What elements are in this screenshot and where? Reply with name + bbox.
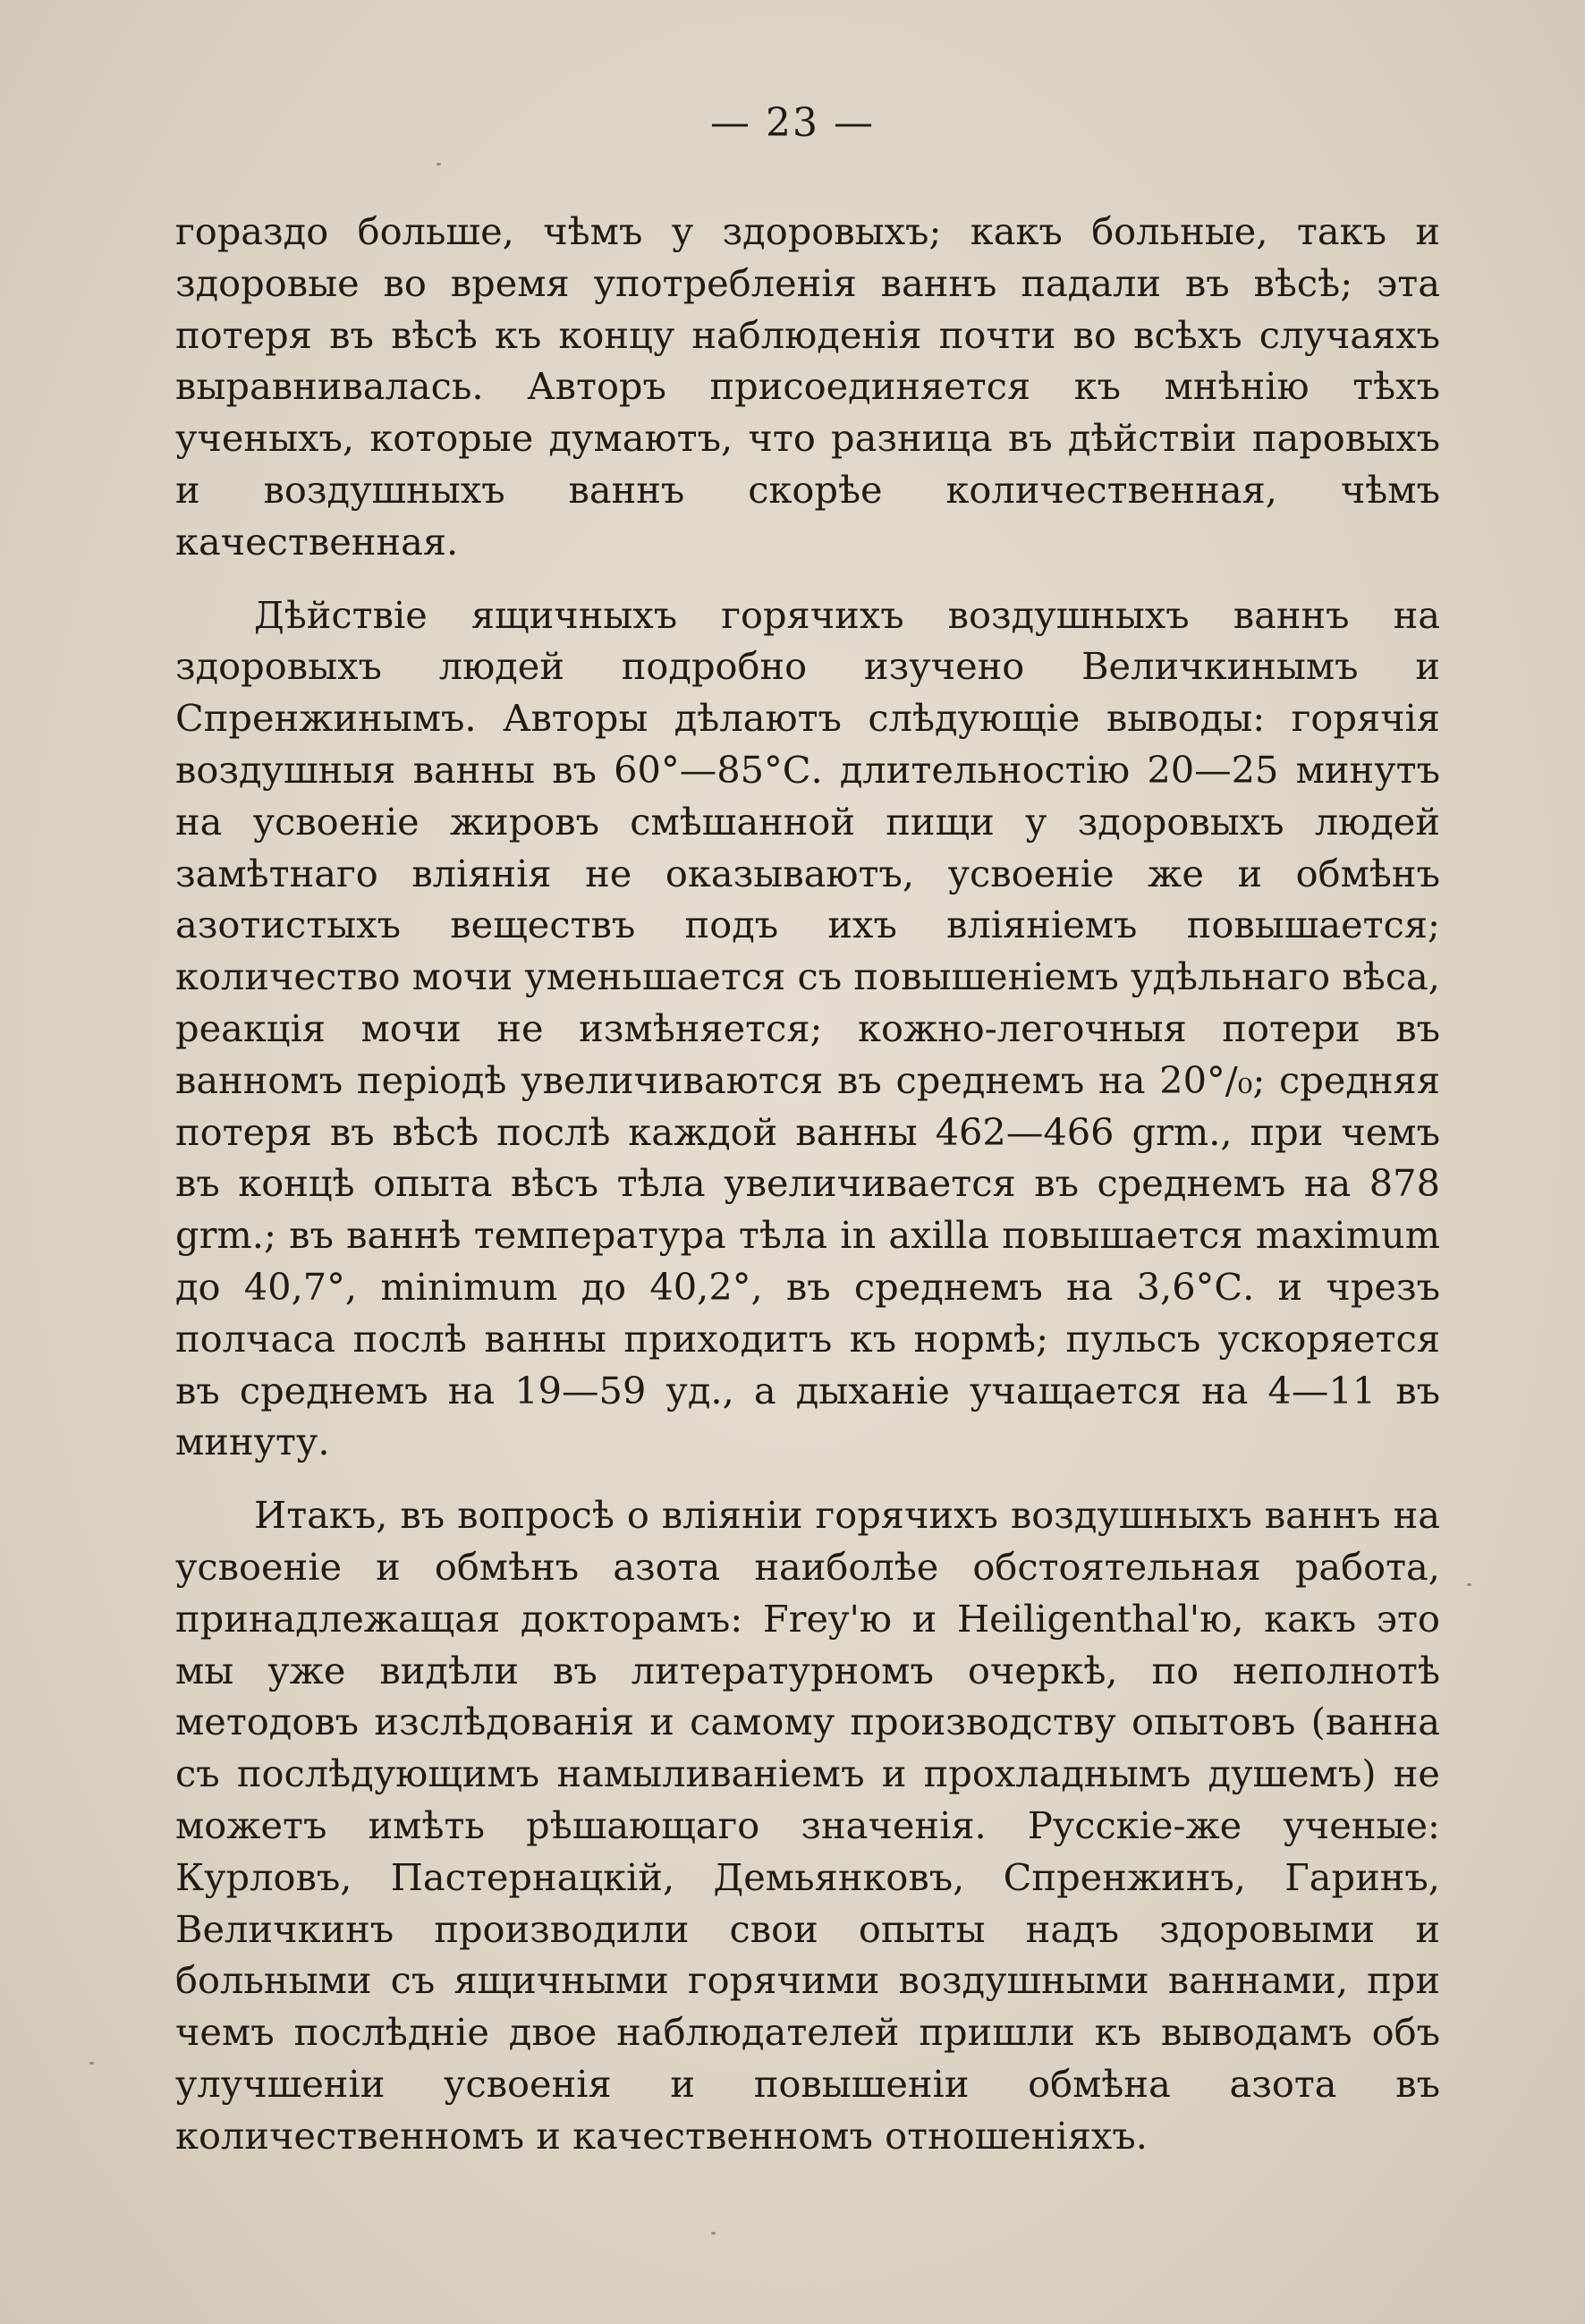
paper-speck (711, 2232, 716, 2235)
paper-speck (89, 2062, 94, 2065)
paragraph-2: Дѣйствіе ящичныхъ горячихъ воздушныхъ ваннъ на здоровыхъ людей подробно изучено Величкинымъ и Спренжинымъ. Авторы дѣлаютъ слѣдующіе выводы: горячія воздушныя ванны въ 60°—85°С. длительностію 20—25 минутъ на усвоеніе жировъ смѣшанной пищи у здоровыхъ людей замѣтнаго вліянія не оказываютъ, усвоеніе же и обмѣнъ азотистыхъ веществъ подъ ихъ вліяніемъ повышается; количество мочи уменьшается съ повышеніемъ удѣльнаго вѣса, реакція мочи не измѣняется; кожно-легочныя потери въ ванномъ періодѣ увеличиваются въ среднемъ на 20°/₀; средняя потеря въ вѣсѣ послѣ каждой ванны 462—466 grm., при чемъ въ концѣ опыта вѣсъ тѣла увеличивается въ среднемъ на 878 grm.; въ ваннѣ температура тѣла in axilla повышается maximum до 40,7°, minimum до 40,2°, въ среднемъ на 3,6°С. и чрезъ полчаса послѣ ванны приходитъ къ нормѣ; пульсъ ускоряется въ среднемъ на 19—59 уд., а дыханіе учащается на 4—11 въ минуту. (175, 592, 1440, 1464)
paper-speck (1467, 1583, 1471, 1586)
body-text (175, 206, 1440, 2161)
page-number: — 23 — (710, 100, 875, 146)
paper-speck (437, 163, 441, 165)
paragraph-3: Итакъ, въ вопросѣ о вліяніи горячихъ воздушныхъ ваннъ на усвоеніе и обмѣнъ азота наиболѣе обстоятельная работа, принадлежащая докторамъ: Frey'ю и Heiligenthal'ю, какъ это мы уже видѣли въ литературномъ очеркѣ, по неполнотѣ методовъ изслѣдованія и самому производству опытовъ (ванна съ послѣдующимъ намыливаніемъ и прохладнымъ душемъ) не можетъ имѣть рѣшающаго значенія. Русскіе-же ученые: Курловъ, Пастернацкій, Демьянковъ, Спренжинъ, Гаринъ, Величкинъ производили свои опыты надъ здоровыми и больными съ ящичными горячими воздушными ваннами, при чемъ послѣдніе двое наблюдателей пришли къ выводамъ объ улучшеніи усвоенія и повышеніи обмѣна азота въ количественномъ и качественномъ отношеніяхъ. (175, 1493, 1440, 2158)
paragraph-1: гораздо больше, чѣмъ у здоровыхъ; какъ больные, такъ и здоровые во время употребленія ваннъ падали въ вѣсѣ; эта потеря въ вѣсѣ къ концу наблюденія почти во всѣхъ случаяхъ выравнивалась. Авторъ присоединяется къ мнѣнію тѣхъ ученыхъ, которые думаютъ, что разница въ дѣйствіи паровыхъ и воздушныхъ ваннъ скорѣе количественная, чѣмъ качественная. (175, 209, 1440, 564)
